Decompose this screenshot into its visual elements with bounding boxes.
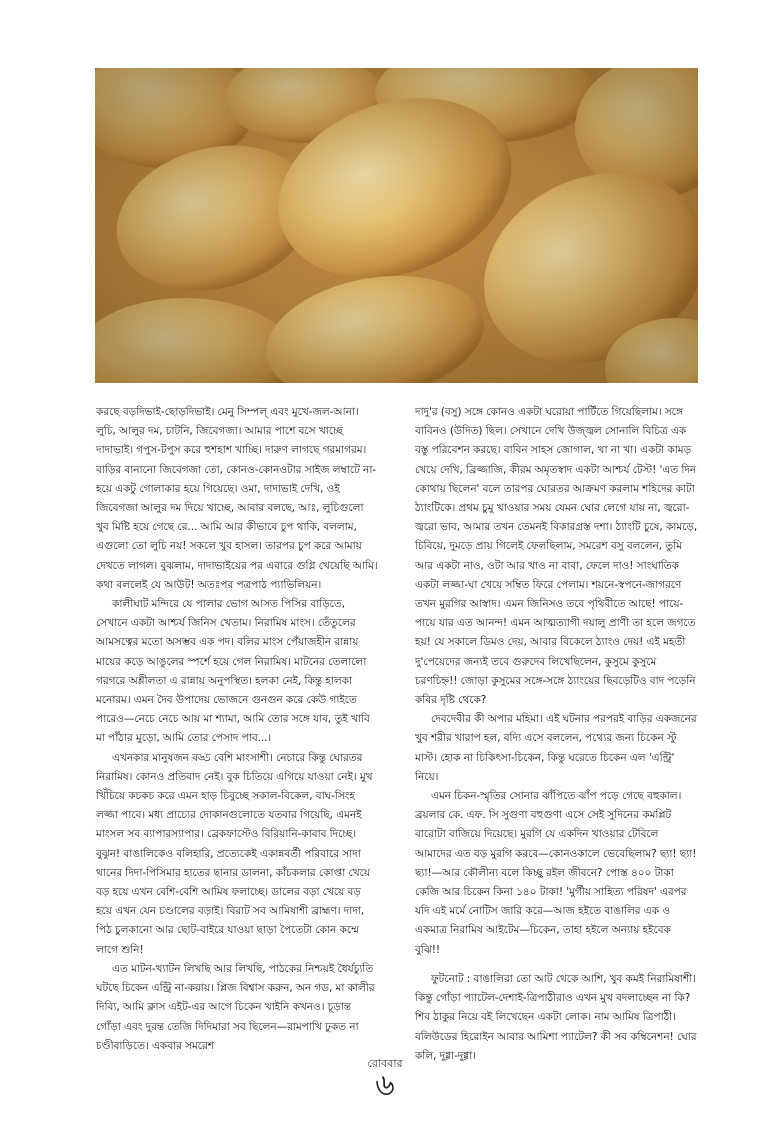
paragraph: এমন চিকন-স্মৃতির সোনার ঝাঁপিতে ঝাঁপ পড়ে গেছে বহুকাল। ব্রয়লার কে. এফ. সি সুগুণা বহুগুণা এসে সেই সুদিনের কমপ্লিট বারোটা বাজিয়ে দিয়েছে। মুরগি যে একদিন খাওয়ার টেবিলে আমাদের এত বড় মুরগি করবে—কোনওকালে ভেবেছিলাম? ছ্যা! ছ্যা! ছ্যা!—আর কৌলীন্য বলে কিচ্ছু রইল জীবনে? পোস্ত ৪০০ টাকা কেজি আর চিকেন কিনা ১৪০ টাকা! 'মুর্গীয় সাহিত্য পরিষদ' এরপর যদি এই মর্মে নোটিস জারি করে—আজ হইতে বাঙালির এক ও একমাত্র নিরামিষ আইটেম—চিকেন, তাহা হইলে অন্যায় হইবেক বুঝি!! bbox=[415, 790, 697, 956]
paragraph: এত মাটন-খ্যাটন লিখছি আর লিখছি, পাঠকের নিশ্চয়ই ধৈর্যচ্যুতি ঘটছে চিকেন এন্ট্রি না-করায়। প্লিজ বিশ্বাস করুন, অন গড, মা কালীর দিব্যি, আমি ক্লাস এইট-এর আগে চিকেন খাইনি কখনও। চূড়ান্ত গোঁড়া এবং দুরন্ত তেজি দিদিমারা সব ছিলেন—রামপাখি ঢুকত না চণ্ডীবাড়িতে। একবার সমরেশ bbox=[96, 962, 375, 1052]
paragraph: দাদু'র (বসু) সঙ্গে কোনও একটা ঘরোয়া পার্টিতে গিয়েছিলাম। সঙ্গে বাবিনও (উদিত) ছিল। সেখানে দেখি উজ্জ্বল সোনালি বিচিত্র এক বস্তু পরিবেশন করছে। বাবিন সাহস জোগাল, খা না খা। একটা কামড় খেয়ে দেখি, ব্রিজ্জাজি, কীরম অমৃতস্বাদ একটা আশ্চর্য টেস্ট! 'এত দিন কোথায় ছিলেন' বলে তারপর ঘোরতর আক্রমণ করলাম শহিদের কাটা ঠ্যাংটিকে। প্রথম চুমু খাওয়ার সময় যেমন ঘোর লেগে যায় না, জ্বরো-জ্বরো ভাব, আমার তখন তেমনই বিকারগ্রস্ত দশা। ঠ্যাংটি চুষে, কামড়ে, চিবিয়ে, দুমড়ে প্রায় গিলেই ফেলছিলাম, সমরেশ বসু বললেন, তুমি আর একটা নাও, ওটা আর খাও না বাবা, ফেলে দাও! সাংঘাতিক একটা লজ্জা-ঘা খেয়ে সম্বিত ফিরে পেলাম। শয়নে-স্বপনে-জাগরণে তখন মুরগির আস্বাদ। এমন জিনিসও তবে পৃথিবীতে আছে! পায়ে-পায়ে যার এত আনন্দ! এমন আত্মত্যাগী দয়ালু প্রাণী তা হলে জগতে হয়! যে সকালে ডিমও দেয়, আবার বিকেলে ঠ্যাংও দেয়! এই মহতী দু'পেয়েদের জন্যই তবে গুরুদেব লিখেছিলেন, কুসুমে কুসুমে চরণচিহ্ন!! জোড়া কুসুমের সঙ্গে-সঙ্গে ঠ্যাংয়ের ছিবড়েটিও বাদ পড়েনি কবির দৃষ্টি থেকে? bbox=[415, 406, 698, 707]
magazine-name: রোববার bbox=[367, 1057, 403, 1070]
page-number: ৬ bbox=[375, 1068, 395, 1103]
paragraph: করছে বড়দিভাই-ছোড়দিভাই। মেনু সিম্পল্ এবং মুখে-জল-আনা। লুচি, আলুর দম, চাটনি, জিবেগজা। আমার পাশে বসে খাচ্ছে দাদাভাই। গপুস-টপুস করে হুশহাশ খাচ্ছি। দারুণ লাগছে গরমাগরম। বাড়ির বানানো জিবেগজা তো, কোনও-কোনওটার সাইজ লম্বাটে না-হয়ে একটু গোলাকার হয়ে গিয়েছে। ওমা, দাদাভাই দেখি, ওই জিবেগজা আলুর দম দিয়ে খাচ্ছে, আবার বলছে, আঃ, লুচিগুলো খুব মিষ্টি হয়ে গেছে রে... আমি আর কীভাবে চুপ থাকি, বললাম, এগুলো তো লুচি নয়! সকলে খুব হাসল। তারপর চুপ করে আমায় দেখতে লাগল। বুঝলাম, দাদাভাইয়ের পর এবারে গুগ্লি খেয়েছি আমি। কথা বললেই যে আউট! অতঃপর পত্রপাঠ প্যাভিলিয়ন। bbox=[96, 406, 378, 591]
paragraph: এখনকার মানুষজন বড্ড বেশি মাংসাশী। নেচারে কিন্তু ঘোরতর নিরামিষ। কোনও প্রতিবাদ নেই। বুক চিতিয়ে এগিয়ে যাওয়া নেই। মুখ খিঁচিয়ে কচকচ করে এমন হাড় চিবুচ্ছে সকাল-বিকেল, বাঘ-সিংহ লজ্জা পাবে। মধ্য প্রাচ্যের দোকানগুলোতে যতবার গিয়েছি, এমনই মাংসল সব ব্যাপারস্যাপার। ব্রেকফাস্টেও বিরিয়ানি-কাবাব দিচ্ছে। বুঝুন! বাঙালিকেও বলিহারি, প্রত্যেকেই একান্নবর্তী পরিবারে সাদা থানের দিদা-পিসিমার হাতের ছানার ডালনা, কাঁচকলার কোপ্তা খেয়ে বড় হয়ে এখন বেশি-বেশি আমিষ ফলাচ্ছে। ডালের বড়া খেয়ে বড় হয়ে এখন যেন চণ্ডালের বড়াই। বিরাট সব আমিষাশী ব্রাহ্মণ। দাদা, পিঠ চুলকানো আর ছোট-বাইরে যাওয়া ছাড়া পৈতেটা কোন কম্মে লাগে শুনি! bbox=[96, 751, 373, 956]
food-photo bbox=[95, 68, 698, 383]
paragraph: দেবদেবীর কী অপার মহিমা। এই ঘটনার পরপরই বাড়ির একজনের খুব শরীর খারাপ হল, বদ্যি এসে বললেন, পথ্যের জন্য চিকেন স্টু মাস্ট। হোক না চিকিৎসা-চিকেন, কিন্তু ঘরেতে চিকেন এল 'এন্ট্রি' নিয়ে। bbox=[415, 713, 697, 783]
article-left-column bbox=[96, 403, 379, 1056]
paragraph: কালীঘাট মন্দিরে যে পালার ভোগ আসত পিসির বাড়িতে, সেখানে একটা আশ্চর্য জিনিস খেতাম। নিরামিষ মাংস। তেঁতুলের আমসত্বের মতো অসম্ভব এক পদ। বলির মাংস পেঁয়াজহীন রান্নায় মায়ের কড়ে আঙুলের স্পর্শে হয়ে গেল নিরামিষ। মাটনের তেলালো গরগরে অশ্লীলতা এ রান্নায় অনুপস্থিত। হলকা নেই, কিন্তু হালকা মনোরম। এমন দৈব উপাদেয় ভোজনে গুনগুন করে কেউ গাইতে পারেও—নেচে নেচে আয় মা শ্যামা, আমি তোর সঙ্গে যাব, তুই খাবি মা পাঁঠার মুড়ো, আমি তোর পেসাদ পাব...। bbox=[96, 598, 370, 745]
page-footer bbox=[0, 1057, 770, 1101]
footnote: ফুটনোট : বাঙালিরা তো আট থেকে আশি, খুব কমই নিরামিষাশী। কিন্তু গোঁড়া প্যাটেল-দেশাই-ত্রিপাঠীরাও এখন মুখ বদলাচ্ছেন না কি? শিব ঠাকুর নিয়ে বই লিখেছেন একটা লোক। নাম আমিষ ত্রিপাঠী। বলিউডের হিরোইন আবার আমিশা প্যাটেল? কী সব কম্বিনেশন! ঘোর কলি, দুগ্গা-দুগ্গা। bbox=[415, 972, 697, 1062]
article-right-column bbox=[415, 403, 698, 1066]
fried-puri-photo-icon bbox=[95, 68, 698, 383]
